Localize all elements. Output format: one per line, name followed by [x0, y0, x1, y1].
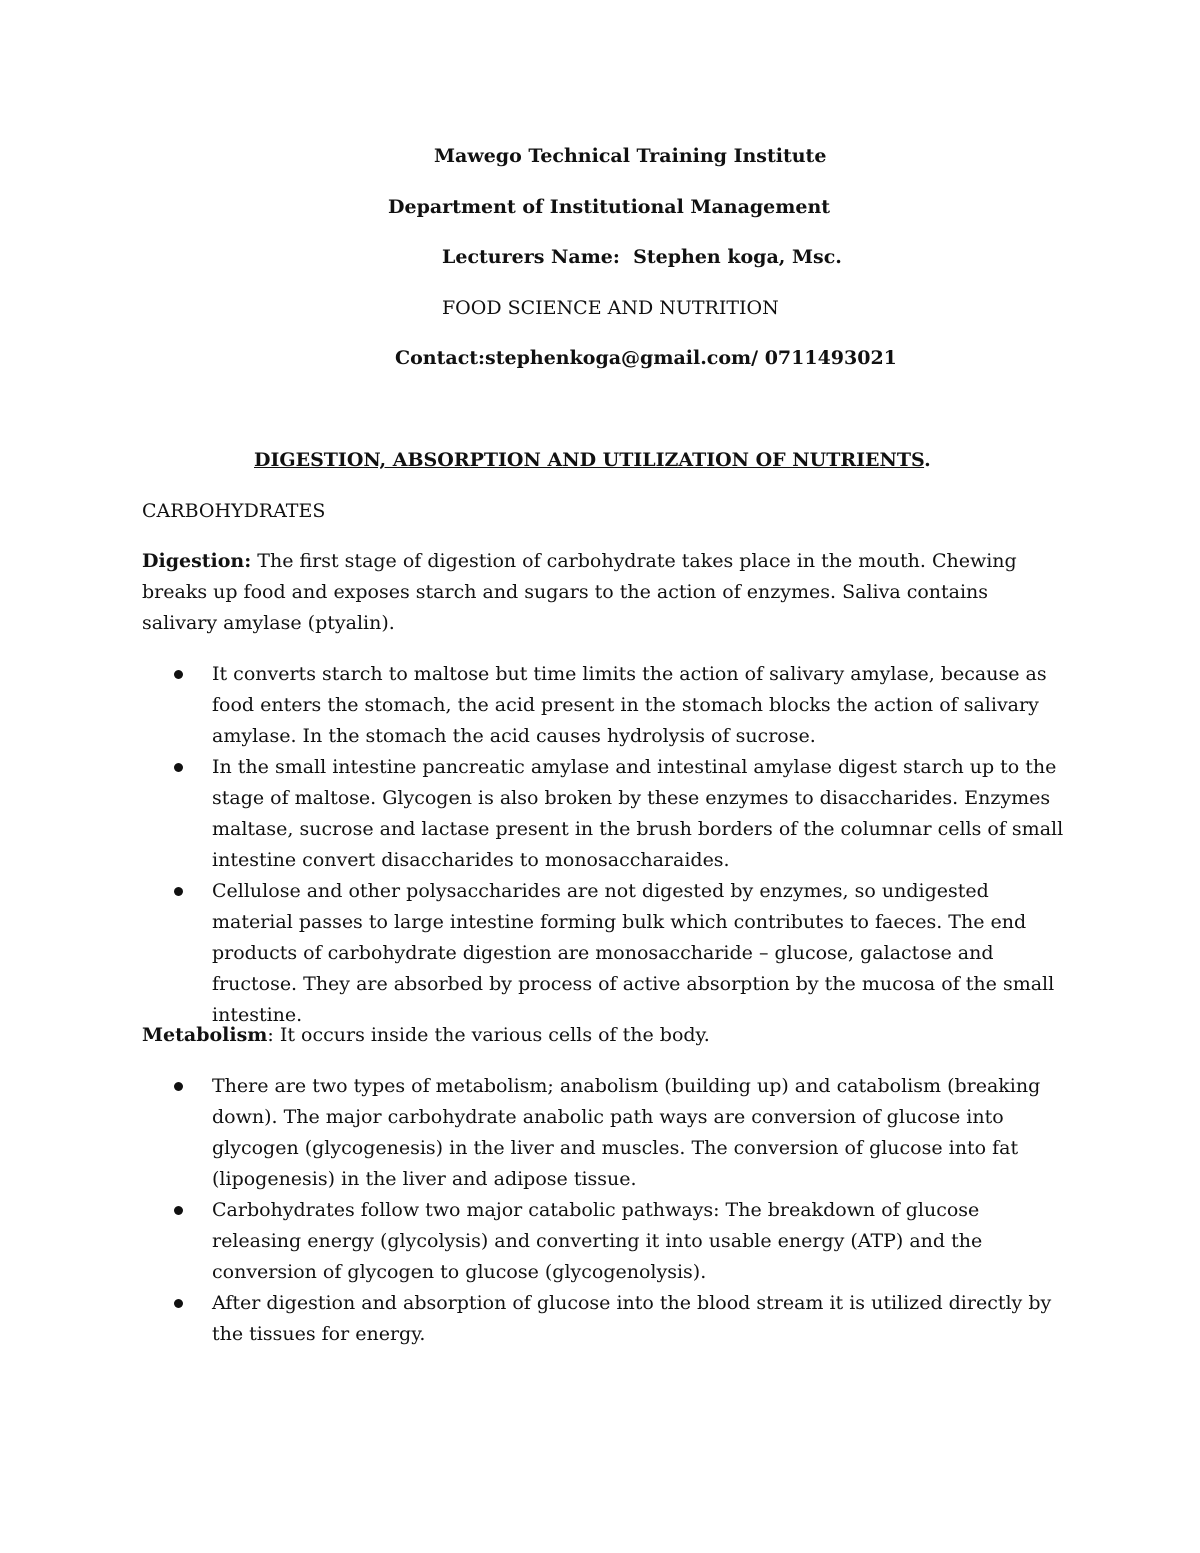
bullet-icon: [174, 670, 183, 679]
list-item-text: It converts starch to maltose but time limits the action of salivary amylase, because as food enters the stomach, the acid present in the stomach blocks the action of salivary amylase. In the stomach the acid causes hydrolysis of sucrose.: [212, 663, 1047, 747]
metabolism-label: Metabolism: [142, 1024, 268, 1046]
department-name: Department of Institutional Management: [388, 196, 831, 218]
lecturer-name: Lecturers Name: Stephen koga, Msc.: [442, 246, 842, 268]
list-item: [212, 659, 1067, 752]
list-item-text: After digestion and absorption of glucose into the blood stream it is utilized directly by the tissues for energy.: [212, 1292, 1052, 1345]
digestion-paragraph: [142, 546, 1062, 639]
list-item: [212, 1288, 1067, 1350]
digestion-text: The first stage of digestion of carbohydrate takes place in the mouth. Chewing breaks up food and exposes starch and sugars to the action of enzymes. Saliva contains salivary amylase (ptyalin).: [142, 550, 1017, 634]
digestion-label: Digestion:: [142, 550, 252, 572]
section-heading: CARBOHYDRATES: [142, 500, 326, 522]
course-title: FOOD SCIENCE AND NUTRITION: [442, 297, 779, 319]
metabolism-text: : It occurs inside the various cells of the body.: [267, 1024, 710, 1046]
bullet-icon: [174, 1299, 183, 1308]
bullet-icon: [174, 763, 183, 772]
digestion-bullet-list: [212, 659, 1067, 1031]
document-title-suffix: .: [924, 449, 931, 471]
document-title-text: DIGESTION, ABSORPTION AND UTILIZATION OF NUTRIENTS: [254, 449, 925, 471]
bullet-icon: [174, 1082, 183, 1091]
metabolism-paragraph: [142, 1020, 1062, 1051]
list-item: [212, 876, 1067, 1031]
metabolism-bullet-list: [212, 1071, 1067, 1350]
contact-info: Contact:stephenkoga@gmail.com/ 0711493021: [395, 347, 897, 369]
list-item-text: In the small intestine pancreatic amylase and intestinal amylase digest starch up to the stage of maltose. Glycogen is also broken by these enzymes to disaccharides. Enzymes maltase, sucrose and lactase present in the brush borders of the columnar cells of small intestine convert disaccharides to monosaccharaides.: [212, 756, 1064, 871]
list-item-text: Carbohydrates follow two major catabolic pathways: The breakdown of glucose releasing energy (glycolysis) and converting it into usable energy (ATP) and the conversion of glycogen to glucose (glycogenolysis).: [212, 1199, 983, 1283]
list-item: [212, 1195, 1067, 1288]
list-item: [212, 1071, 1067, 1195]
bullet-icon: [174, 1206, 183, 1215]
document-title: [254, 448, 931, 472]
list-item-text: There are two types of metabolism; anabolism (building up) and catabolism (breaking down). The major carbohydrate anabolic path ways are conversion of glucose into glycogen (glycogenesis) in the liver and muscles. The conversion of glucose into fat (lipogenesis) in the liver and adipose tissue.: [212, 1075, 1041, 1190]
institute-name: Mawego Technical Training Institute: [434, 145, 827, 167]
bullet-icon: [174, 887, 183, 896]
list-item-text: Cellulose and other polysaccharides are not digested by enzymes, so undigested material passes to large intestine forming bulk which contributes to faeces. The end products of carbohydrate digestion are monosaccharide – glucose, galactose and fructose. They are absorbed by process of active absorption by the mucosa of the small intestine.: [212, 880, 1055, 1026]
list-item: [212, 752, 1067, 876]
